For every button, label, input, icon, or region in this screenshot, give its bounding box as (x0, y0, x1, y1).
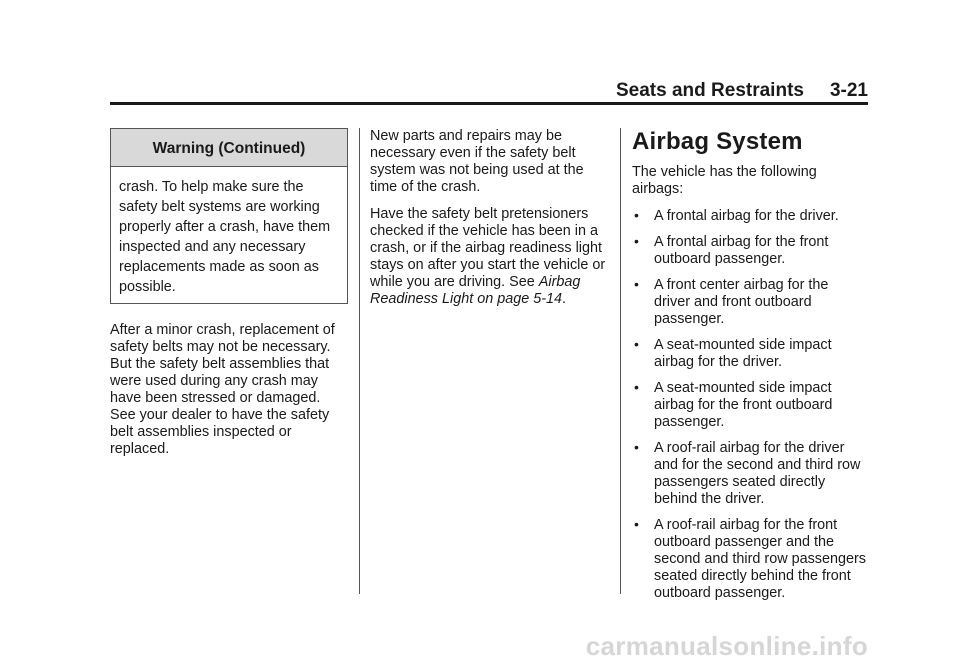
paragraph (370, 206, 610, 308)
list-item (632, 337, 868, 371)
list-item (632, 440, 868, 508)
column-1 (110, 128, 348, 468)
column-divider (359, 128, 360, 594)
list-item-text: A seat-mounted side impact airbag for the driver. (654, 337, 832, 370)
list-item-text: A roof-rail airbag for the driver and for the second and third row passengers seated directly behind the driver. (654, 440, 861, 507)
bullet-icon: • (634, 379, 639, 395)
running-header (616, 80, 868, 102)
warning-body: crash. To help make sure the safety belt systems are working properly after a crash, have them inspected and any necessary replacements made as soon as possible. (119, 179, 331, 295)
paragraph: New parts and repairs may be necessary even if the safety belt system was not being used at the time of the crash. (370, 128, 584, 195)
page-number: 3-21 (829, 80, 868, 101)
list-item-text: A roof-rail airbag for the front outboard passenger and the second and third row passengers seated directly behind the front outboard passenger. (654, 517, 866, 601)
cross-reference-link[interactable]: Airbag Readiness Light on page 5-14 (370, 274, 581, 307)
section-title: Seats and Restraints (616, 80, 804, 101)
bullet-icon: • (634, 439, 639, 455)
paragraph: After a minor crash, replacement of safety belts may not be necessary. But the safety belt assemblies that were used during any crash may have been stressed or damaged. See your dealer to have the safety belt assemblies inspected or replaced. (110, 322, 335, 457)
list-item (632, 277, 868, 328)
bullet-icon: • (634, 276, 639, 292)
list-item (632, 234, 868, 268)
column-3 (632, 128, 868, 611)
column-divider (620, 128, 621, 594)
list-item-text: A frontal airbag for the driver. (654, 208, 839, 224)
column-2 (370, 128, 610, 318)
section-heading: Airbag System (632, 128, 803, 155)
paragraph-end: . (562, 291, 567, 307)
airbag-list (632, 208, 868, 602)
list-item (632, 208, 868, 225)
intro-paragraph: The vehicle has the following airbags: (632, 164, 817, 197)
list-item-text: A front center airbag for the driver and front outboard passenger. (654, 277, 829, 327)
paragraph-text: Have the safety belt pretensioners checked if the vehicle has been in a crash, or if the airbag readiness light stays on after you start the vehicle or while you are driving. See (370, 206, 606, 290)
list-item-text: A seat-mounted side impact airbag for the front outboard passenger. (654, 380, 833, 430)
watermark: carmanualsonline.info (585, 631, 868, 661)
bullet-icon: • (634, 207, 639, 223)
bullet-icon: • (634, 336, 639, 352)
bullet-icon: • (634, 516, 639, 532)
list-item (632, 517, 868, 602)
list-item-text: A frontal airbag for the front outboard passenger. (654, 234, 829, 267)
header-rule (110, 102, 868, 105)
warning-box (110, 128, 348, 304)
bullet-icon: • (634, 233, 639, 249)
warning-title: Warning (Continued) (111, 129, 347, 167)
list-item (632, 380, 868, 431)
